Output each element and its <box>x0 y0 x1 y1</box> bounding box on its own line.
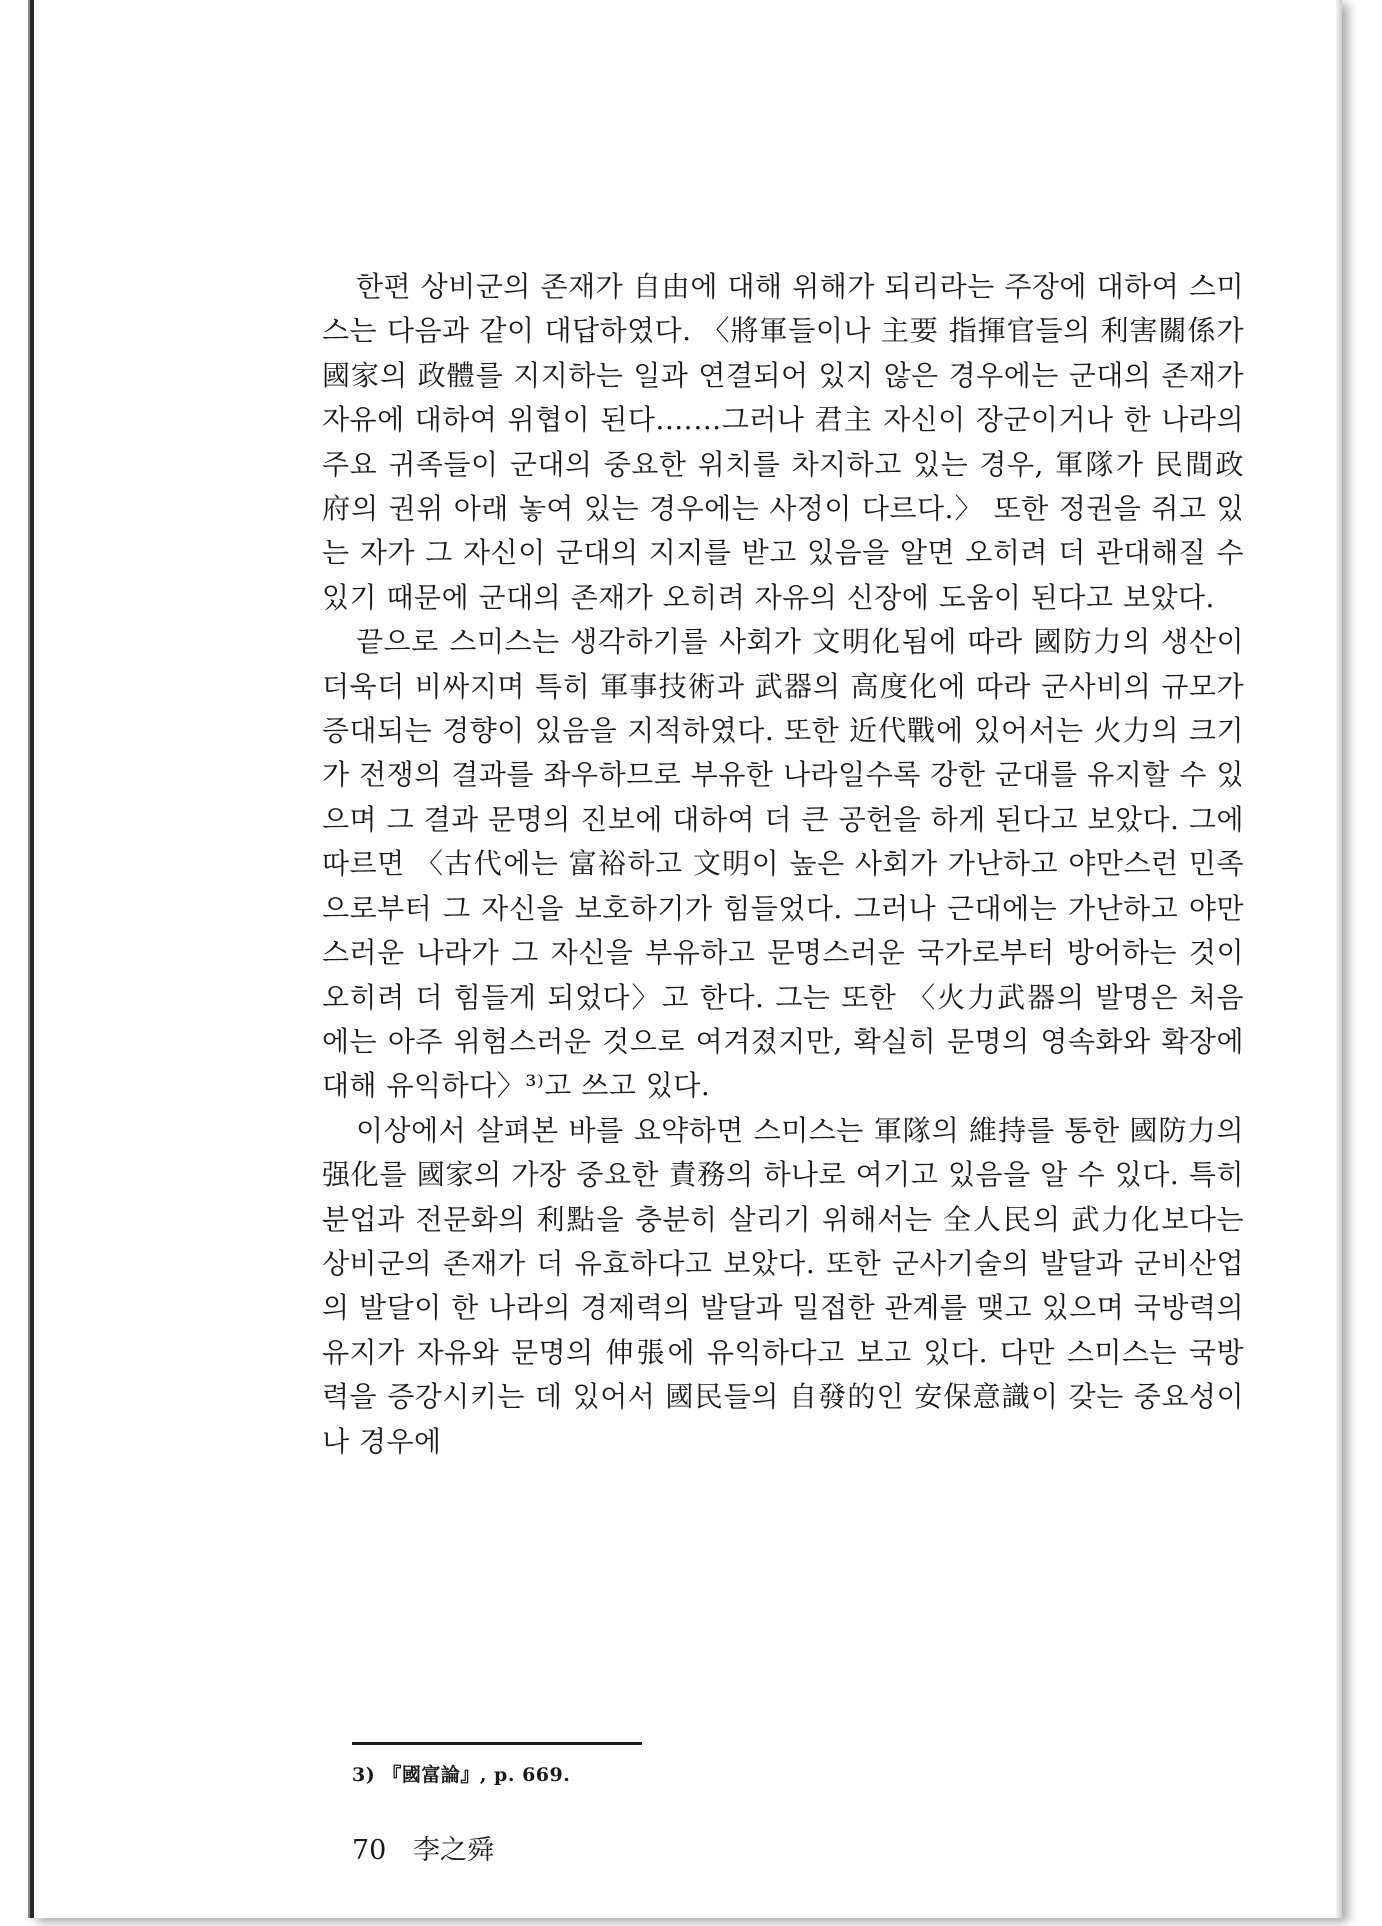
author-name: 李之舜 <box>412 1835 494 1866</box>
paragraph-1: 한편 상비군의 존재가 自由에 대해 위해가 되리라는 주장에 대하여 스미스는 다음과 같이 대답하였다. 〈將軍들이나 主要 指揮官들의 利害關係가 國家의 政體를 지지하는 일과 연결되어 있지 않은 경우에는 군대의 존재가 자유에 대하여 위협이 된다.……그러나 君主 자신이 장군이거나 한 나라의 주요 귀족들이 군대의 중요한 위치를 차지하고 있는 경우, 軍隊가 民間政府의 권위 아래 놓여 있는 경우에는 사정이 다르다.〉 또한 정권을 쥐고 있는 자가 그 자신이 군대의 지지를 받고 있음을 알면 오히려 더 관대해질 수 있기 때문에 군대의 존재가 오히려 자유의 신장에 도움이 된다고 보았다. <box>322 270 1244 614</box>
body-text <box>322 265 1244 1464</box>
paragraph-3: 이상에서 살펴본 바를 요약하면 스미스는 軍隊의 維持를 통한 國防力의 强化를 國家의 가장 중요한 責務의 하나로 여기고 있음을 알 수 있다. 특히 분업과 전문화의 利點을 충분히 살리기 위해서는 全人民의 武力化보다는 상비군의 존재가 더 유효하다고 보았다. 또한 군사기술의 발달과 군비산업의 발달이 한 나라의 경제력의 발달과 밀접한 관계를 맺고 있으며 국방력의 유지가 자유와 문명의 伸張에 유익하다고 보고 있다. 다만 스미스는 국방력을 증강시키는 데 있어서 國民들의 自發的인 安保意識이 갖는 중요성이나 경우에 <box>322 1113 1244 1458</box>
page-number: 70 <box>352 1835 387 1866</box>
page-frame <box>30 0 1342 1918</box>
footnote: 3) 『國富論』, p. 669. <box>352 1764 571 1786</box>
footnote-divider <box>352 1742 642 1745</box>
paragraph-2: 끝으로 스미스는 생각하기를 사회가 文明化됨에 따라 國防力의 생산이 더욱더 비싸지며 특히 軍事技術과 武器의 高度化에 따라 군사비의 규모가 증대되는 경향이 있음을 지적하였다. 또한 近代戰에 있어서는 火力의 크기가 전쟁의 결과를 좌우하므로 부유한 나라일수록 강한 군대를 유지할 수 있으며 그 결과 문명의 진보에 대하여 더 큰 공헌을 하게 된다고 보았다. 그에 따르면 〈古代에는 富裕하고 文明이 높은 사회가 가난하고 야만스런 민족으로부터 그 자신을 보호하기가 힘들었다. 그러나 근대에는 가난하고 야만스러운 나라가 그 자신을 부유하고 문명스러운 국가로부터 방어하는 것이 오히려 더 힘들게 되었다〉고 한다. 그는 또한 〈火力武器의 발명은 처음에는 아주 위험스러운 것으로 여겨졌지만, 확실히 문명의 영속화와 확장에 대해 유익하다〉³⁾고 쓰고 있다. <box>322 625 1244 1103</box>
page-footer <box>352 1828 494 1867</box>
